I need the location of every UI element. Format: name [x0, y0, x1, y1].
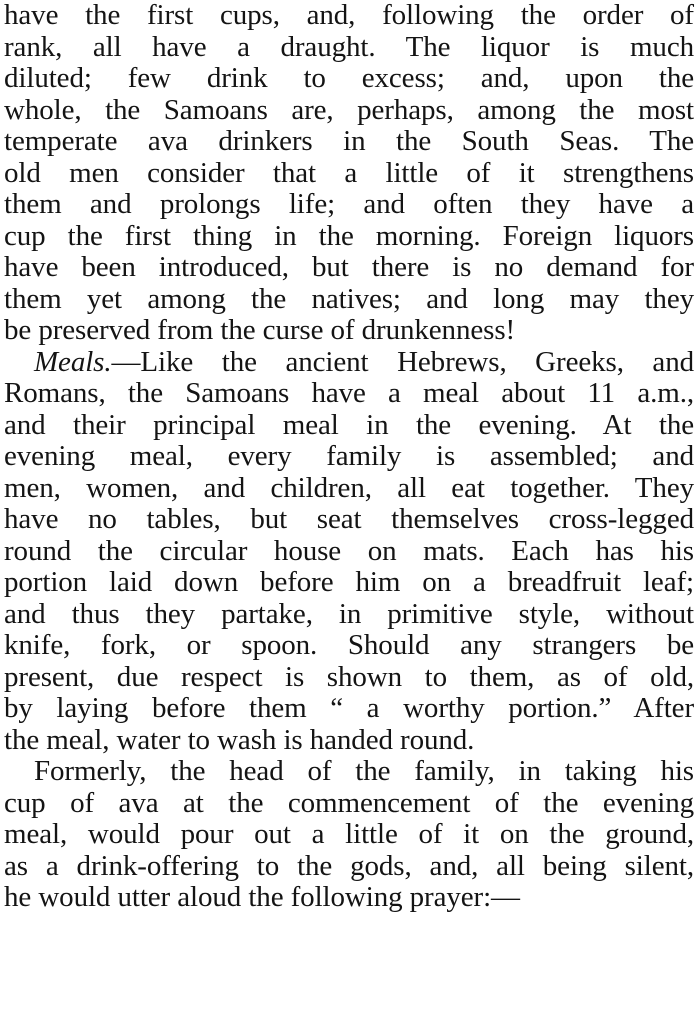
text-line: whole, the Samoans are, perhaps, among the most: [4, 93, 694, 126]
text-line: them and prolongs life; and often they have a: [4, 188, 694, 220]
text-line: by laying before them “ a worthy portion.” After: [4, 692, 694, 724]
text-line: be preserved from the curse of drunkenness!: [4, 314, 516, 346]
text-line: evening meal, every family is assembled; and: [4, 440, 694, 472]
text-line: round the circular house on mats. Each has his: [4, 534, 694, 567]
text-line: knife, fork, or spoon. Should any strangers be: [4, 629, 694, 661]
text-line-run-in: [4, 347, 694, 379]
text-line: have been introduced, but there is no demand for: [4, 251, 694, 283]
text-line: temperate ava drinkers in the South Seas. The: [4, 125, 694, 157]
text-line: them yet among the natives; and long may they: [4, 282, 694, 315]
text-line: have the first cups, and, following the order of: [4, 0, 694, 31]
text-line: and their principal meal in the evening. At the: [4, 408, 694, 441]
text-line: diluted; few drink to excess; and, upon the: [4, 62, 694, 94]
paragraph-ava-drinking: [4, 0, 694, 347]
text-line: men, women, and children, all eat together. They: [4, 471, 694, 504]
text-line: present, due respect is shown to them, as of old,: [4, 660, 694, 693]
text-line: meal, would pour out a little of it on the ground,: [4, 818, 694, 850]
run-in-heading: Meals.: [34, 345, 112, 378]
text-line: Formerly, the head of the family, in taking his: [34, 755, 694, 787]
paragraph-meals: [4, 347, 694, 757]
text-line: he would utter aloud the following prayer:—: [4, 881, 520, 913]
text-line: old men consider that a little of it strengthens: [4, 156, 694, 189]
text-line: have no tables, but seat themselves cross-legged: [4, 503, 694, 535]
text-line: rank, all have a draught. The liquor is much: [4, 30, 694, 63]
text-line: portion laid down before him on a breadfruit leaf;: [4, 566, 694, 598]
text-line: cup of ava at the commencement of the evening: [4, 786, 694, 819]
text-line: cup the first thing in the morning. Foreign liquors: [4, 219, 694, 252]
text-line: and thus they partake, in primitive style, without: [4, 597, 694, 630]
text-line-rest: —Like the ancient Hebrews, Greeks, and: [111, 345, 694, 378]
text-line: the meal, water to wash is handed round.: [4, 723, 475, 756]
paragraph-drink-offering: [4, 756, 694, 914]
text-line: Romans, the Samoans have a meal about 11 a.m.,: [4, 377, 694, 409]
text-line: as a drink-offering to the gods, and, all being silent,: [4, 849, 694, 882]
